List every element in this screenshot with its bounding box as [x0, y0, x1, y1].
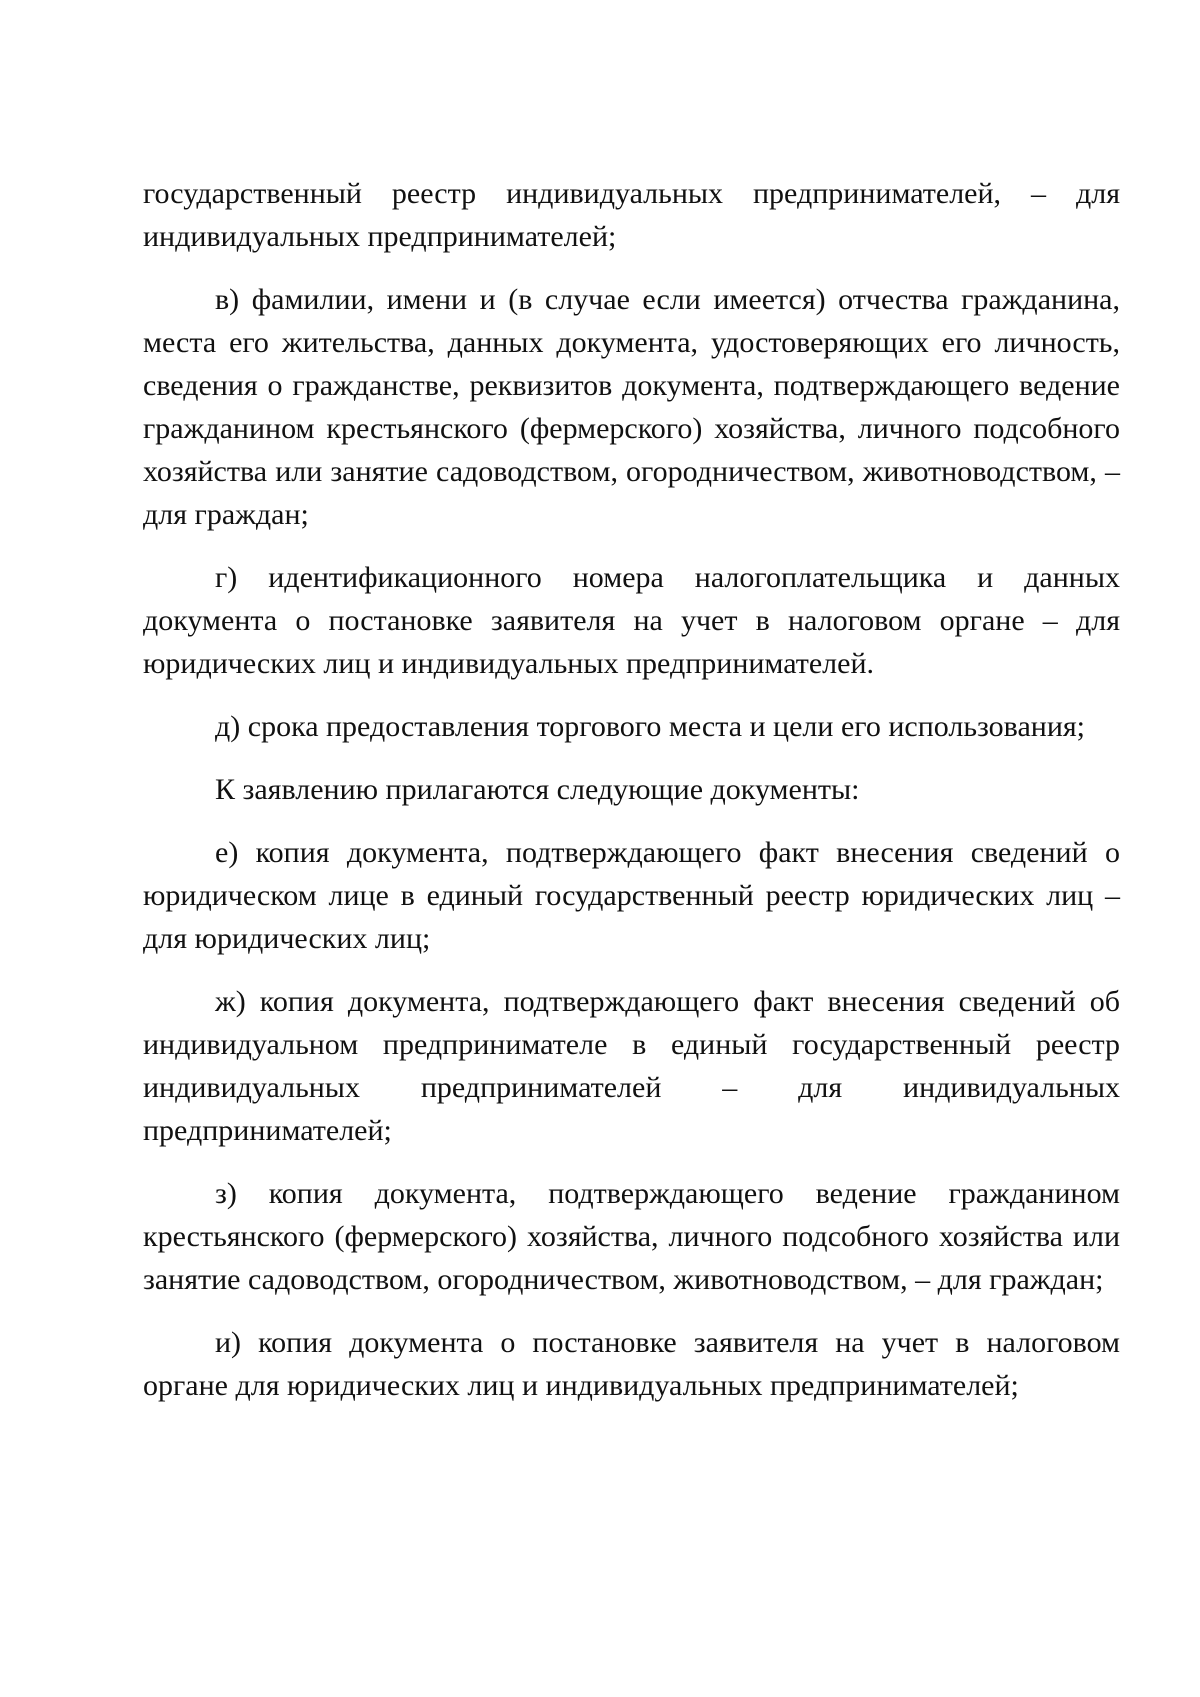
paragraph-continuation: государственный реестр индивидуальных предпринимателей, – для индивидуальных предпринимателей;	[143, 177, 1120, 253]
paragraph-item-i: и) копия документа о постановке заявителя на учет в налоговом органе для юридических лиц и индивидуальных предпринимателей;	[143, 1326, 1120, 1402]
paragraph-item-v: в) фамилии, имени и (в случае если имеется) отчества гражданина, места его жительства, данных документа, удостоверяющих его личность, сведения о гражданстве, реквизитов документа, подтверждающего ведение гражданином крестьянского (фермерского) хозяйства, личного подсобного хозяйства или занятие садоводством, огородничеством, животноводством, – для граждан;	[143, 283, 1120, 531]
paragraph-item-zh: ж) копия документа, подтверждающего факт внесения сведений об индивидуальном предпринимателе в единый государственный реестр индивидуальных предпринимателей – для индивидуальных предпринимателей;	[143, 985, 1120, 1147]
paragraph-item-d: д) срока предоставления торгового места и цели его использования;	[215, 710, 1086, 743]
paragraph-item-g: г) идентификационного номера налогоплательщика и данных документа о постановке заявителя на учет в налоговом органе – для юридических лиц и индивидуальных предпринимателей.	[143, 561, 1120, 680]
paragraph-item-e: е) копия документа, подтверждающего факт внесения сведений о юридическом лице в единый государственный реестр юридических лиц – для юридических лиц;	[143, 836, 1120, 955]
paragraph-attachments-heading: К заявлению прилагаются следующие документы:	[215, 773, 860, 806]
document-body	[143, 172, 1120, 1427]
paragraph-item-z: з) копия документа, подтверждающего ведение гражданином крестьянского (фермерского) хозяйства, личного подсобного хозяйства или занятие садоводством, огородничеством, животноводством, – для граждан;	[143, 1177, 1120, 1296]
